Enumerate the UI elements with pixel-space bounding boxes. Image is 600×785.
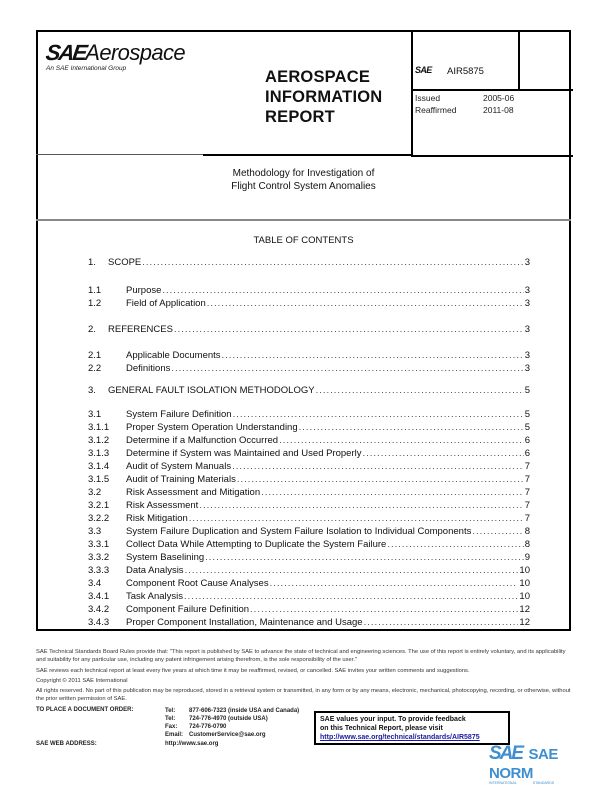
- title-divider: [36, 219, 571, 221]
- contact-tel-1: [165, 707, 299, 715]
- toc-entry-label: Determine if System was Maintained and Used Properly: [126, 448, 362, 459]
- toc-entry-page: 3: [524, 298, 530, 309]
- toc-leader-dots: [363, 447, 524, 460]
- toc-entry-page: 7: [524, 461, 530, 472]
- toc-entry[interactable]: [88, 349, 530, 362]
- toc-entry-page: 3: [524, 257, 530, 268]
- toc-entry-number: 3.2: [88, 487, 102, 498]
- toc-entry[interactable]: [88, 512, 530, 525]
- sae-norm-watermark: [489, 743, 600, 785]
- toc-entry-number: 1.2: [88, 298, 102, 309]
- toc-entry[interactable]: [88, 323, 530, 336]
- toc-entry-number: 3.4.3: [88, 617, 110, 628]
- toc-entry-page: 8: [524, 539, 530, 550]
- toc-entry-number: 3.1.2: [88, 435, 110, 446]
- header-divider-horizontal: [411, 89, 573, 91]
- toc-leader-dots: [316, 384, 524, 397]
- toc-entry-number: 3.1.1: [88, 422, 110, 433]
- document-title: [36, 167, 571, 193]
- header-bottom-line: [203, 154, 411, 156]
- contact-tel-2: [165, 715, 299, 723]
- toc-leader-dots: [199, 499, 523, 512]
- contact-label: Fax:: [165, 724, 178, 730]
- toc-leader-dots: [207, 297, 524, 310]
- toc-entry-number: 3.1.3: [88, 448, 110, 459]
- toc-entry[interactable]: [88, 616, 530, 629]
- toc-entry-label: Data Analysis: [126, 565, 184, 576]
- toc-entry-number: 1.1: [88, 285, 102, 296]
- toc-entry-label: Audit of Training Materials: [126, 474, 236, 485]
- toc-leader-dots: [174, 323, 524, 336]
- toc-leader-dots: [184, 590, 518, 603]
- toc-entry-label: Proper Component Installation, Maintenance and Usage: [126, 617, 363, 628]
- contact-label: Tel:: [165, 716, 176, 722]
- watermark-sub: [489, 781, 600, 785]
- toc-entry-label: GENERAL FAULT ISOLATION METHODOLOGY: [108, 385, 315, 396]
- toc-leader-dots: [171, 362, 523, 375]
- toc-leader-dots: [205, 551, 524, 564]
- toc-entry-number: 3.1.5: [88, 474, 110, 485]
- standards-board-rules: SAE Technical Standards Board Rules provide that: "This report is published by SAE to advance the state of technical and engineering sciences. The use of this report is entirely voluntary, and its applicability and suitability for any particular use, including any patent infringement arising therefrom, is the sole responsibility of the user.": [36, 649, 566, 663]
- toc-entry-page: 12: [519, 617, 530, 628]
- logo-brand: SAE: [44, 40, 88, 65]
- toc-leader-dots: [261, 486, 524, 499]
- toc-entry-number: 3.4.2: [88, 604, 110, 615]
- toc-entry[interactable]: [88, 384, 530, 397]
- toc-entry[interactable]: [88, 460, 530, 473]
- toc-leader-dots: [270, 577, 519, 590]
- web-address-label: SAE WEB ADDRESS:: [36, 741, 97, 747]
- toc-entry-page: 5: [524, 409, 530, 420]
- toc-entry-label: Field of Application: [126, 298, 206, 309]
- toc-entry-label: System Failure Definition: [126, 409, 232, 420]
- header-bottom-line-thin: [36, 154, 203, 155]
- toc-entry-number: 3.3.3: [88, 565, 110, 576]
- contact-value[interactable]: CustomerService@sae.org: [189, 732, 266, 738]
- toc-entry-page: 7: [524, 500, 530, 511]
- contact-list: [165, 707, 299, 739]
- toc-heading: TABLE OF CONTENTS: [253, 235, 354, 246]
- header-divider-vertical: [411, 30, 413, 157]
- feedback-line-1: SAE values your input. To provide feedback: [320, 716, 466, 723]
- toc-entry-page: 10: [519, 578, 530, 589]
- toc-entry-label: Risk Assessment: [126, 500, 199, 511]
- sae-mini-logo: SAE: [415, 65, 432, 75]
- review-notice: SAE reviews each technical report at least every five years at which time it may be reaffirmed, revised, or cancelled. SAE invites your written comments and suggestions.: [36, 668, 470, 674]
- logo-name: Aerospace: [85, 40, 186, 65]
- toc-entry-page: 10: [519, 591, 530, 602]
- toc-entry-number: 3.1: [88, 409, 102, 420]
- copyright: Copyright © 2011 SAE International: [36, 678, 128, 684]
- toc-leader-dots: [142, 256, 523, 269]
- toc-entry[interactable]: [88, 551, 530, 564]
- toc-entry-page: 6: [524, 448, 530, 459]
- doc-type-line-3: REPORT: [265, 108, 335, 126]
- toc-entry-label: Definitions: [126, 363, 171, 374]
- toc-entry-number: 2.1: [88, 350, 102, 361]
- toc-entry-number: 3.2.1: [88, 500, 110, 511]
- watermark-sub-1: INTERNATIONAL: [489, 781, 517, 785]
- toc-entry[interactable]: [88, 603, 530, 616]
- contact-fax: [165, 723, 299, 731]
- title-line-2: Flight Control System Anomalies: [231, 181, 376, 192]
- toc-entry-label: SCOPE: [108, 257, 142, 268]
- meta-box-bottom: [411, 155, 573, 157]
- toc-entry[interactable]: [88, 525, 530, 538]
- toc-entry-page: 7: [524, 474, 530, 485]
- toc-entry-page: 5: [524, 422, 530, 433]
- toc-entry-number: 3.3.2: [88, 552, 110, 563]
- toc-entry-page: 3: [524, 324, 530, 335]
- contact-label: Email:: [165, 732, 184, 738]
- toc-entry-page: 3: [524, 363, 530, 374]
- toc-entry[interactable]: [88, 577, 530, 590]
- rights-notice: All rights reserved. No part of this publication may be reproduced, stored in a retrieval system or transmitted, in any form or by any means, electronic, mechanical, photocopying, recording, or otherwise, without the prior written permission of SAE.: [36, 688, 571, 702]
- toc-entry-page: 5: [524, 385, 530, 396]
- toc-entry-number: 3.2.2: [88, 513, 110, 524]
- toc-entry[interactable]: [88, 564, 530, 577]
- toc-entry[interactable]: [88, 590, 530, 603]
- toc-entry-page: 8: [524, 526, 530, 537]
- reaffirmed-label: Reaffirmed: [415, 105, 457, 115]
- toc-entry-label: Task Analysis: [126, 591, 184, 602]
- toc-entry-label: REFERENCES: [108, 324, 173, 335]
- toc-leader-dots: [189, 512, 524, 525]
- toc-entry-label: System Failure Duplication and System Failure Isolation to Individual Components: [126, 526, 472, 537]
- sae-aerospace-logo: [46, 40, 185, 66]
- toc-entry-page: 10: [519, 565, 530, 576]
- toc-entry[interactable]: [88, 284, 530, 297]
- contact-value: 724-776-4970 (outside USA): [189, 716, 268, 722]
- toc-entry-number: 3.3: [88, 526, 102, 537]
- watermark-sub-2: STANDARDS: [532, 781, 555, 785]
- watermark-text: SAE NORM: [489, 746, 558, 782]
- toc-entry-page: 7: [524, 513, 530, 524]
- toc-entry-label: Collect Data While Attempting to Duplicate the System Failure: [126, 539, 387, 550]
- toc-entry-page: 3: [524, 285, 530, 296]
- toc-entry[interactable]: [88, 362, 530, 375]
- contact-value: 877-606-7323 (inside USA and Canada): [189, 708, 300, 714]
- web-address-link[interactable]: http://www.sae.org: [165, 741, 219, 747]
- toc-entry[interactable]: [88, 473, 530, 486]
- doc-type-heading: [265, 67, 382, 127]
- issued-value: 2005-06: [483, 93, 515, 103]
- title-line-1: Methodology for Investigation of: [232, 168, 375, 179]
- feedback-line-2: on this Technical Report, please visit: [320, 725, 443, 732]
- header-divider-vertical-2: [518, 30, 520, 90]
- toc-leader-dots: [237, 473, 524, 486]
- toc-entry-label: Component Root Cause Analyses: [126, 578, 269, 589]
- toc-entry[interactable]: [88, 486, 530, 499]
- toc-entry-label: Risk Assessment and Mitigation: [126, 487, 261, 498]
- toc-entry[interactable]: [88, 297, 530, 310]
- feedback-box: [314, 711, 510, 745]
- toc-entry-label: Component Failure Definition: [126, 604, 250, 615]
- toc-entry-page: 9: [524, 552, 530, 563]
- toc-leader-dots: [250, 603, 518, 616]
- toc-entry-page: 12: [519, 604, 530, 615]
- toc-entry[interactable]: [88, 421, 530, 434]
- contact-email: [165, 731, 299, 739]
- watermark-logo-icon: SAE: [489, 743, 523, 764]
- doc-type-line-2: INFORMATION: [265, 88, 383, 106]
- toc-leader-dots: [387, 538, 523, 551]
- toc-entry-label: Risk Mitigation: [126, 513, 188, 524]
- toc-entry-number: 2.: [88, 324, 96, 335]
- toc-entry-number: 3.4: [88, 578, 102, 589]
- toc-leader-dots: [472, 525, 523, 538]
- toc-entry-label: Purpose: [126, 285, 162, 296]
- toc-entry-page: 3: [524, 350, 530, 361]
- toc-leader-dots: [162, 284, 523, 297]
- toc-entry-number: 3.: [88, 385, 96, 396]
- toc-leader-dots: [233, 408, 524, 421]
- toc-entry[interactable]: [88, 538, 530, 551]
- toc-leader-dots: [185, 564, 519, 577]
- toc-entry-number: 3.4.1: [88, 591, 110, 602]
- toc-leader-dots: [232, 460, 524, 473]
- document-number: AIR5875: [447, 66, 484, 77]
- toc-entry-number: 3.3.1: [88, 539, 110, 550]
- issued-label: Issued: [415, 93, 441, 103]
- reaffirmed-value: 2011-08: [483, 105, 514, 115]
- toc-entry[interactable]: [88, 408, 530, 421]
- toc-leader-dots: [222, 349, 524, 362]
- contact-label: Tel:: [165, 708, 176, 714]
- toc-entry-page: 7: [524, 487, 530, 498]
- toc-leader-dots: [364, 616, 519, 629]
- feedback-link[interactable]: http://www.sae.org/technical/standards/AIR5875: [320, 734, 480, 741]
- toc-entry[interactable]: [88, 256, 530, 269]
- toc-entry-number: 3.1.4: [88, 461, 110, 472]
- toc-entry-label: Proper System Operation Understanding: [126, 422, 298, 433]
- toc-entry[interactable]: [88, 447, 530, 460]
- toc-entry-label: Applicable Documents: [126, 350, 221, 361]
- toc-entry[interactable]: [88, 434, 530, 447]
- toc-entry-number: 2.2: [88, 363, 102, 374]
- toc-entry-label: System Baselining: [126, 552, 205, 563]
- toc-entry-number: 1.: [88, 257, 96, 268]
- contact-value: 724-776-0790: [189, 724, 227, 730]
- order-label: TO PLACE A DOCUMENT ORDER:: [36, 707, 134, 713]
- toc-entry-label: Audit of System Manuals: [126, 461, 232, 472]
- toc-leader-dots: [279, 434, 524, 447]
- toc-entry-label: Determine if a Malfunction Occurred: [126, 435, 279, 446]
- toc-leader-dots: [299, 421, 524, 434]
- logo-tagline: An SAE International Group: [46, 65, 127, 72]
- toc-entry[interactable]: [88, 499, 530, 512]
- doc-type-line-1: AEROSPACE: [265, 68, 371, 86]
- toc-entry-page: 6: [524, 435, 530, 446]
